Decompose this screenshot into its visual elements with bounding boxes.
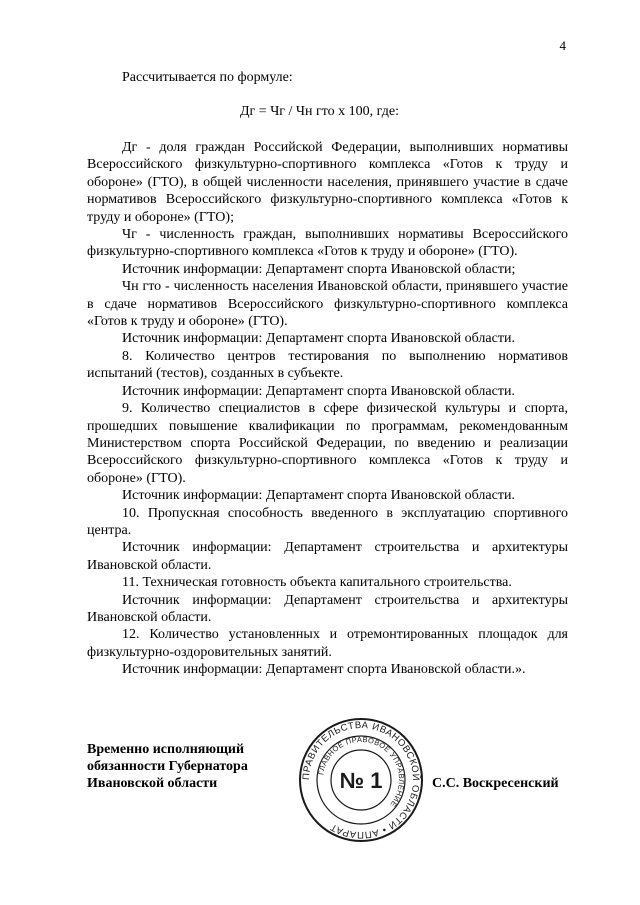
paragraph-item-8: 8. Количество центров тестирования по выполнению нормативов испытаний (тестов), созданных в субъекте. (87, 348, 568, 382)
paragraph-source: Источник информации: Департамент строительства и архитектуры Ивановской области. (87, 592, 568, 625)
stamp-inner-text: ГЛАВНОЕ ПРАВОВОЕ УПРАВЛЕНИЕ (316, 734, 407, 809)
paragraph-item-9: 9. Количество специалистов в сфере физической культуры и спорта, прошедших повышение квалификации по программам, рекомендованным Министерством спорта Российской Федерации, по введению и реализации Всероссийского физкультурно-спортивного комплекса «Готов к труду и обороне» (ГТО). (87, 401, 568, 486)
signature-title-line: обязанности Губернатора (87, 759, 248, 774)
document-body (87, 139, 568, 679)
paragraph-source: Источник информации: Департамент строительства и архитектуры Ивановской области. (87, 540, 568, 573)
formula: Дг = Чг / Чн гто х 100, где: (240, 104, 399, 119)
paragraph-item-12: 12. Количество установленных и отремонтированных площадок для физкультурно-оздоровительных занятий. (87, 627, 568, 660)
signature-title (87, 741, 248, 792)
signature-title-line: Временно исполняющий (87, 742, 245, 757)
paragraph-item-10: 10. Пропускная способность введенного в эксплуатацию спортивного центра. (87, 505, 568, 538)
stamp-outer-text: ПРАВИТЕЛЬСТВА ИВАНОВСКОЙ ОБЛАСТИ • АППАРАТ (300, 719, 422, 841)
page-number: 4 (559, 38, 566, 53)
signature-name: С.С. Воскресенский (432, 776, 559, 791)
paragraph-source: Источник информации: Департамент спорта Ивановской области.». (122, 662, 526, 678)
formula-intro: Рассчитывается по формуле: (122, 70, 293, 85)
paragraph-source: Источник информации: Департамент спорта Ивановской области. (122, 383, 515, 399)
official-stamp (297, 716, 425, 844)
paragraph-source: Источник информации: Департамент спорта Ивановской области; (122, 261, 516, 277)
signature-title-line: Ивановской области (87, 776, 218, 791)
stamp-number: № 1 (339, 768, 383, 793)
paragraph-source: Источник информации: Департамент спорта Ивановской области. (122, 331, 515, 347)
paragraph-source: Источник информации: Департамент спорта Ивановской области. (122, 488, 515, 504)
paragraph-item-11: 11. Техническая готовность объекта капитального строительства. (122, 575, 512, 591)
paragraph-dg-definition: Дг - доля граждан Российской Федерации, выполнивших нормативы Всероссийского физкультурно-спортивного комплекса «Готов к труду и обороне» (ГТО), в общей численности населения, принявшего участие в сдаче нормативов Всероссийского физкультурно-спортивного комплекса «Готов к труду и обороне» (ГТО); (87, 140, 568, 225)
paragraph-chn-gto-definition: Чн гто - численность населения Ивановской области, принявшего участие в сдаче нормативов Всероссийского физкультурно-спортивного комплекса «Готов к труду и обороне» (ГТО). (87, 279, 568, 330)
paragraph-chg-definition: Чг - численность граждан, выполнивших нормативы Всероссийского физкультурно-спортивного комплекса «Готов к труду и обороне» (ГТО). (87, 227, 568, 260)
